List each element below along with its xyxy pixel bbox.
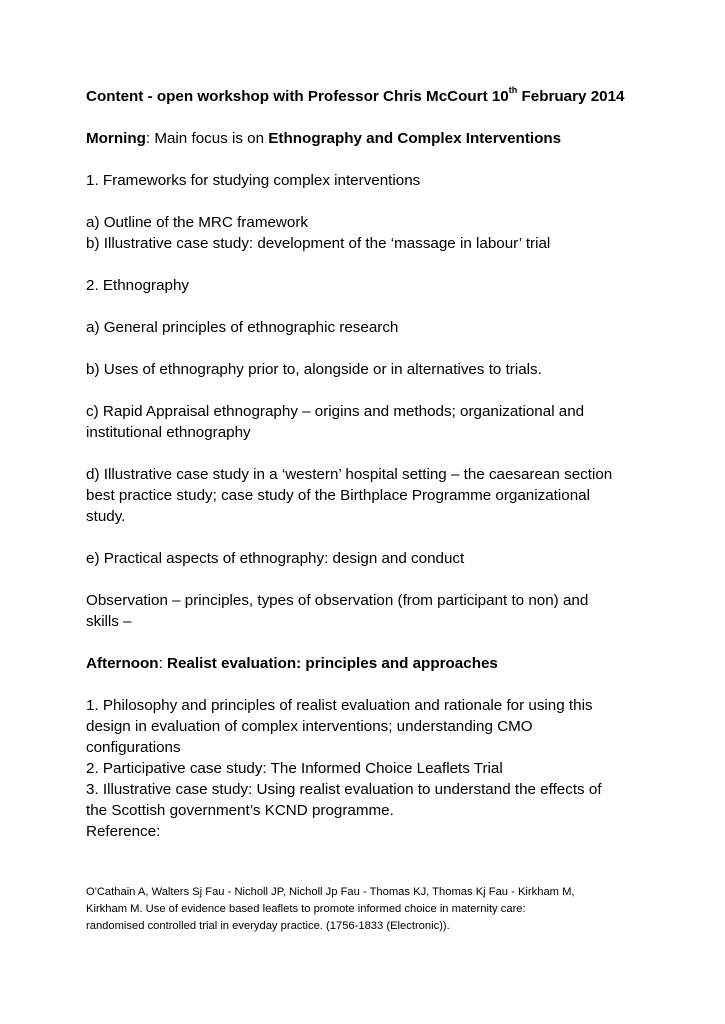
section2-item-b: b) Uses of ethnography prior to, alongside or in alternatives to trials. [86,361,542,378]
afternoon-colon: : [158,655,168,672]
afternoon-item2: 2. Participative case study: The Informed Choice Leaflets Trial [86,760,503,777]
morning-intro: : Main focus is on [145,130,269,147]
observation-line1: Observation – principles, types of observation (from participant to non) and [86,592,589,609]
spacer [86,443,646,464]
section2-item-e: e) Practical aspects of ethnography: design and conduct [86,550,465,567]
section2-heading: 2. Ethnography [86,277,190,294]
spacer [86,191,646,212]
section1-item-a: a) Outline of the MRC framework [86,214,308,231]
afternoon-item1-line1: 1. Philosophy and principles of realist evaluation and rationale for using this [86,697,593,714]
spacer [86,674,646,695]
section1-heading: 1. Frameworks for studying complex interventions [86,172,421,189]
title-superscript: th [508,84,518,95]
section2-item-a: a) General principles of ethnographic research [86,319,399,336]
reference-line1: O'Cathain A, Walters Sj Fau - Nicholl JP, Nicholl Jp Fau - Thomas KJ, Thomas Kj Fau - Kirkham M, [86,886,575,898]
afternoon-label: Afternoon [86,655,159,672]
afternoon-heading [86,653,646,674]
spacer [86,338,646,359]
spacer [86,527,646,548]
morning-label: Morning [86,130,146,147]
spacer [86,296,646,317]
morning-focus: Ethnography and Complex Interventions [268,130,562,147]
section2-item-d-line1: d) Illustrative case study in a ‘western’ hospital setting – the caesarean section [86,466,613,483]
reference-citation [86,884,626,935]
spacer [86,569,646,590]
section1-item-b: b) Illustrative case study: development of the ‘massage in labour’ trial [86,235,551,252]
afternoon-item1-line2: design in evaluation of complex interventions; understanding CMO [86,718,533,735]
title-date-text: February 2014 [517,88,625,105]
afternoon-focus: Realist evaluation: principles and approaches [167,655,498,672]
section2-item-d-line2: best practice study; case study of the Birthplace Programme organizational [86,487,590,504]
reference-line3: randomised controlled trial in everyday practice. (1756-1833 (Electronic)). [86,920,450,932]
afternoon-item3-line2: the Scottish government’s KCND programme. [86,802,394,819]
document-title [86,86,646,107]
spacer [86,632,646,653]
reference-label: Reference: [86,823,161,840]
title-text: Content - open workshop with Professor Chris McCourt 10 [86,88,509,105]
section2-item-d-line3: study. [86,508,126,525]
reference-line2: Kirkham M. Use of evidence based leaflets to promote informed choice in maternity care: [86,903,526,915]
section2-item-c-line1: c) Rapid Appraisal ethnography – origins and methods; organizational and [86,403,585,420]
document-body [86,86,646,842]
afternoon-item3-line1: 3. Illustrative case study: Using realist evaluation to understand the effects of [86,781,602,798]
observation-line2: skills – [86,613,132,630]
spacer [86,380,646,401]
spacer [86,149,646,170]
afternoon-item1-line3: configurations [86,739,181,756]
spacer [86,254,646,275]
section2-item-c-line2: institutional ethnography [86,424,251,441]
spacer [86,107,646,128]
morning-heading [86,128,646,149]
